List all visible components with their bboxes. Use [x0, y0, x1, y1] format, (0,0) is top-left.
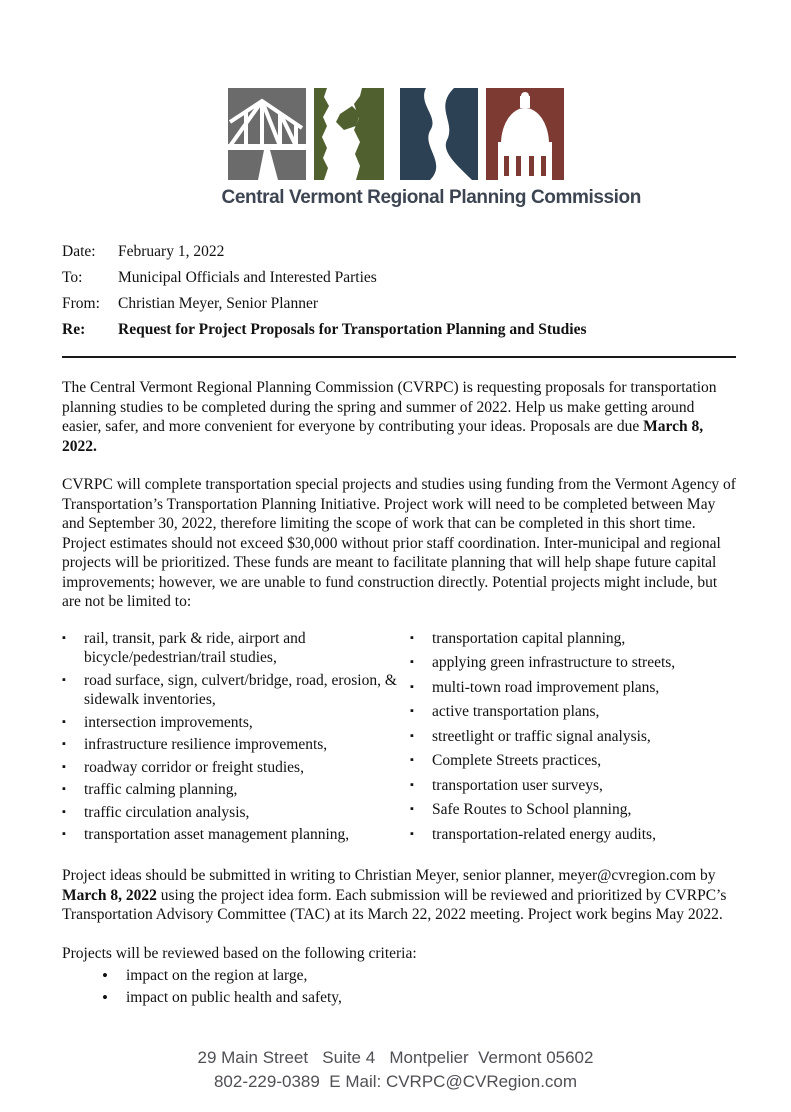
list-item: ▪ traffic calming planning, — [62, 780, 410, 800]
memo-label-re: Re: — [62, 321, 86, 338]
list-item: ▪ traffic circulation analysis, — [62, 803, 410, 823]
cvrpc-logo — [221, 88, 641, 209]
project-types-right-column — [410, 629, 736, 850]
list-item: ▪ transportation asset management planning, — [62, 825, 410, 845]
list-item: ▪ transportation-related energy audits, — [410, 825, 736, 845]
list-item: ▪ Complete Streets practices, — [410, 751, 736, 771]
list-item: ▪ active transportation plans, — [410, 702, 736, 722]
list-item: ▪ applying green infrastructure to streets, — [410, 653, 736, 673]
list-item: ▪ road surface, sign, culvert/bridge, road, erosion, & sidewalk inventories, — [62, 671, 410, 710]
funding-paragraph: CVRPC will complete transportation special projects and studies using funding from the Vermont Agency of Transportation’s Transportation Planning Initiative. Project work will need to be completed between May and September 30, 2022, therefore limiting the scope of work that can be completed in this short time. Project estimates should not exceed $30,000 without prior staff coordination. Inter-municipal and regional projects will be prioritized. These funds are meant to facilitate planning that will help shape future capital improvements; however, we are unable to fund construction directly. Potential projects might include, but are not be limited to: — [62, 476, 736, 610]
memo-value-date: February 1, 2022 — [118, 243, 225, 260]
letter-footer — [0, 1046, 791, 1094]
logo-panels — [222, 88, 570, 180]
list-item: • impact on public health and safety, — [102, 987, 736, 1009]
document-page — [0, 88, 791, 1112]
list-item: ▪ transportation capital planning, — [410, 629, 736, 649]
memo-value-to: Municipal Officials and Interested Parties — [118, 269, 377, 286]
list-item: • impact on the region at large, — [102, 965, 736, 987]
list-item: ▪ multi-town road improvement plans, — [410, 678, 736, 698]
list-item: ▪ rail, transit, park & ride, airport and bicycle/pedestrian/trail studies, — [62, 629, 410, 668]
bridge-icon — [228, 88, 306, 180]
criteria-intro: Projects will be reviewed based on the following criteria: — [62, 944, 417, 962]
submission-paragraph — [62, 866, 736, 925]
list-item: ▪ streetlight or traffic signal analysis, — [410, 727, 736, 747]
list-item: ▪ intersection improvements, — [62, 713, 410, 733]
criteria-list — [62, 965, 736, 1009]
memo-row-from — [62, 291, 736, 317]
list-item: ▪ Safe Routes to School planning, — [410, 800, 736, 820]
submission-deadline-bold: March 8, 2022 — [62, 886, 157, 904]
project-types-left-column — [62, 629, 410, 850]
project-types-lists — [62, 629, 736, 850]
memo-row-to — [62, 265, 736, 291]
logo-title: Central Vermont Regional Planning Commission — [221, 187, 641, 208]
footer-address: 29 Main Street Suite 4 Montpelier Vermont 05602 — [197, 1048, 594, 1067]
intro-paragraph-text: The Central Vermont Regional Planning Commission (CVRPC) is requesting proposals for transportation planning studies to be completed during the spring and summer of 2022. Help us make getting around easier, safer, and more convenient for everyone by contributing your ideas. Proposals are due — [62, 379, 717, 435]
footer-contact: 802-229-0389 E Mail: CVRPC@CVRegion.com — [213, 1072, 578, 1091]
submission-paragraph-text-after: using the project idea form. Each submission will be reviewed and prioritized by CVRPC’s Transportation Advisory Committee (TAC) at its March 22, 2022 meeting. Project work begins May 2022. — [62, 886, 727, 923]
memo-row-re — [62, 317, 736, 343]
vermont-state-icon — [314, 88, 392, 180]
submission-paragraph-text: Project ideas should be submitted in writing to Christian Meyer, senior planner, meyer@cvregion.com by — [62, 867, 716, 884]
memo-label-from: From: — [62, 295, 100, 312]
letter-content — [62, 239, 736, 1009]
header-divider — [62, 356, 736, 358]
memo-row-date — [62, 239, 736, 265]
deadline-bold-text: March 8, 2022. — [62, 418, 704, 455]
winding-road-icon — [400, 88, 478, 180]
memo-value-re: Request for Project Proposals for Transportation Planning and Studies — [118, 321, 587, 338]
memo-header — [62, 239, 736, 343]
capitol-dome-icon — [486, 88, 564, 180]
list-item: ▪ transportation user surveys, — [410, 776, 736, 796]
memo-label-to: To: — [62, 269, 83, 286]
memo-value-from: Christian Meyer, Senior Planner — [118, 295, 318, 312]
list-item: ▪ infrastructure resilience improvements, — [62, 735, 410, 755]
intro-paragraph — [62, 378, 736, 456]
list-item: ▪ roadway corridor or freight studies, — [62, 758, 410, 778]
memo-label-date: Date: — [62, 243, 96, 260]
